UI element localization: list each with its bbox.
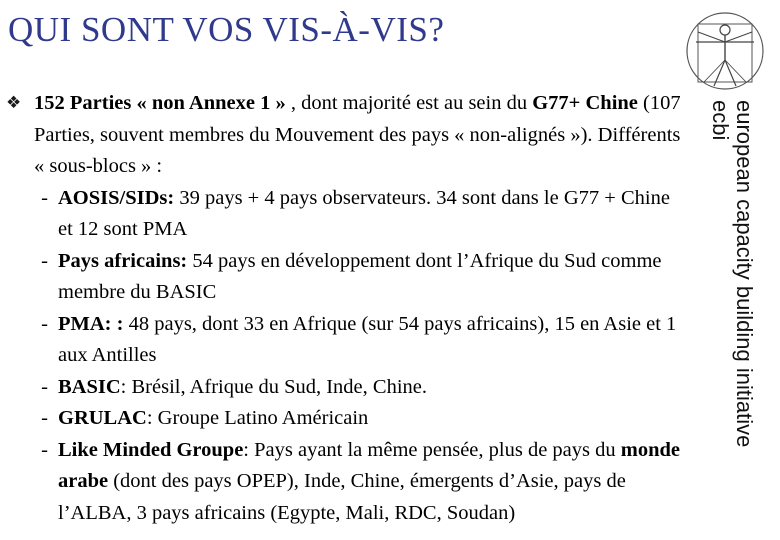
non-annex-1-label: 152 Parties « non Annexe 1 » xyxy=(34,92,286,114)
org-name-line: european capacity building initiative xyxy=(732,100,757,448)
main-text-1: , dont majorité est au sein du xyxy=(285,92,533,114)
vitruvian-man-logo-icon xyxy=(684,10,766,92)
list-item: - PMA: : 48 pays, dont 33 en Afrique (sur 54 pays africains), 15 en Asie et 1 aux Antilles xyxy=(41,312,677,366)
page-title: QUI SONT VOS VIS-À-VIS? xyxy=(8,10,445,49)
diamond-bullet-icon: ❖ xyxy=(6,93,22,113)
main-bullet-text xyxy=(34,88,686,183)
list-item: - GRULAC: Groupe Latino Américain xyxy=(41,407,369,429)
list-item: - Pays africains: 54 pays en développement dont l’Afrique du Sud comme membre du BASIC xyxy=(41,249,662,303)
main-text-2: (107 Parties, souvent membres du Mouvement des pays « non-alignés »). Différents « sous-blocs » : xyxy=(34,92,681,177)
sub-bloc-list xyxy=(6,183,686,530)
g77-label: G77+ Chine xyxy=(532,92,638,114)
list-item: - Like Minded Groupe: Pays ayant la même pensée, plus de pays du monde arabe (dont des pays OPEP), Inde, Chine, émergents d’Asie, pays de l’ALBA, 3 pays africains (Egypte, Mali, RDC, Soudan) xyxy=(41,438,680,524)
slide-body xyxy=(6,88,686,529)
org-acronym-line: ecbi xyxy=(708,100,733,141)
list-item: - BASIC: Brésil, Afrique du Sud, Inde, Chine. xyxy=(41,375,428,398)
organization-vertical-label xyxy=(696,100,756,520)
list-item: - AOSIS/SIDs: 39 pays + 4 pays observateurs. 34 sont dans le G77 + Chine et 12 sont PMA xyxy=(41,186,670,240)
main-bullet xyxy=(6,88,686,183)
